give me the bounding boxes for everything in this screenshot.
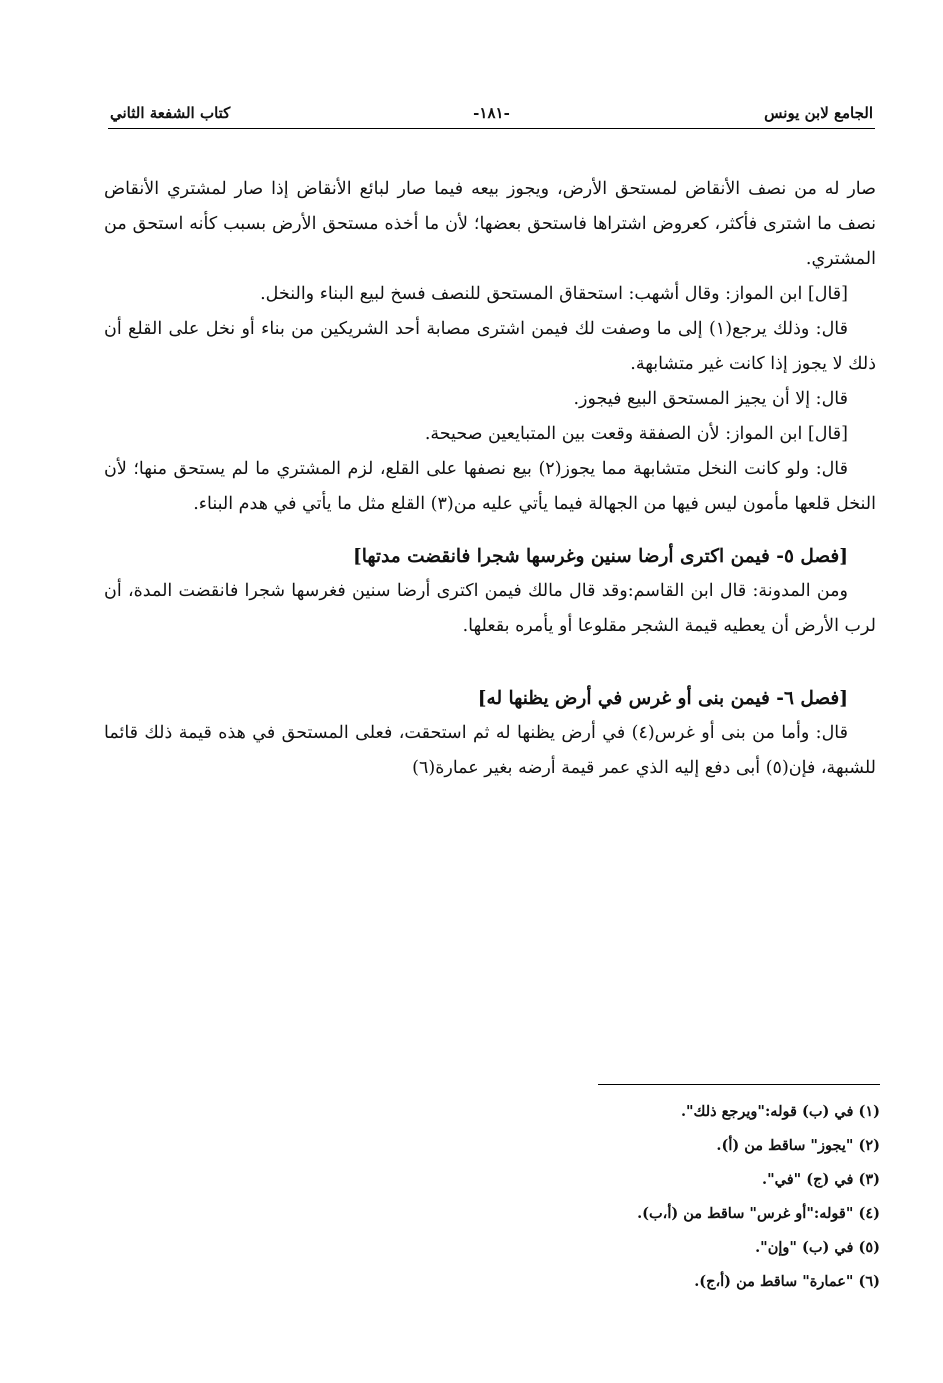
footnote-item: (٦) "عمارة" ساقط من (أ،ج). (694, 1273, 880, 1290)
paragraph: قال: وذلك يرجع(١) إلى ما وصفت لك فيمن اشترى مصابة أحد الشريكين من بناء أو نخل على القلع أن ذلك لا يجوز إذا كانت غير متشابهة. (104, 319, 876, 374)
page-number: -١٨١- (473, 104, 510, 122)
paragraph: ومن المدونة: قال ابن القاسم:وقد قال مالك فيمن اكترى أرضا سنين فغرسها شجرا فانقضت المدة، أن لرب الأرض أن يعطيه قيمة الشجر مقلوعا أو يأمره بقعلها. (104, 581, 876, 636)
footnote-item: (١) في (ب) قوله:"ويرجع ذلك". (680, 1103, 880, 1120)
paragraph: قال: إلا أن يجيز المستحق البيع فيجوز. (573, 389, 848, 409)
page-header (110, 100, 873, 126)
footnotes (300, 1095, 880, 1299)
main-text (104, 172, 876, 786)
footnote-item: (٢) "يجوز" ساقط من (أ). (716, 1137, 880, 1154)
header-book-title: الجامع لابن يونس (764, 104, 873, 122)
footnote-item: (٤) "قوله:"أو غرس" ساقط من (أ،ب). (637, 1205, 880, 1222)
footnote-item: (٣) في (ج) "في". (762, 1171, 880, 1188)
paragraph: قال: ولو كانت النخل متشابهة مما يجوز(٢) بيع نصفها على القلع، لزم المشتري ما لم يستحق منها؛ لأن النخل قلعها مأمون ليس فيها من الجهالة فيما يأتي عليه من(٣) القلع مثل ما يأتي في هدم البناء. (104, 459, 876, 514)
paragraph: [قال] ابن المواز: لأن الصفقة وقعت بين المتبايعين صحيحة. (424, 424, 848, 444)
section-heading: [فصل ٦- فيمن بنى أو غرس في أرض يظنها له] (477, 688, 848, 709)
section-heading: [فصل ٥- فيمن اكترى أرضا سنين وغرسها شجرا فانقضت مدتها] (353, 546, 848, 567)
paragraph: [قال] ابن المواز: وقال أشهب: استحقاق المستحق للنصف فسخ لبيع البناء والنخل. (260, 284, 848, 304)
footnote-item: (٥) في (ب) "وإن". (755, 1239, 880, 1256)
header-chapter-title: كتاب الشفعة الثاني (110, 104, 231, 122)
header-divider (108, 128, 875, 129)
footnote-divider (598, 1084, 880, 1085)
paragraph: قال: وأما من بنى أو غرس(٤) في أرض يظنها له ثم استحقت، فعلى المستحق في هذه قيمة ذلك قائما للشبهة، فإن(٥) أبى دفع إليه الذي عمر قيمة أرضه بغير عمارة(٦) (104, 723, 876, 778)
paragraph: صار له من نصف الأنقاض لمستحق الأرض، ويجوز بيعه فيما صار لبائع الأنقاض إذا صار لمشتري الأنقاض نصف ما اشترى فأكثر، كعروض اشتراها فاستحق بعضها؛ لأن ما أخذه مستحق الأرض بسبب كأنه استحق من المشتري. (104, 179, 876, 269)
